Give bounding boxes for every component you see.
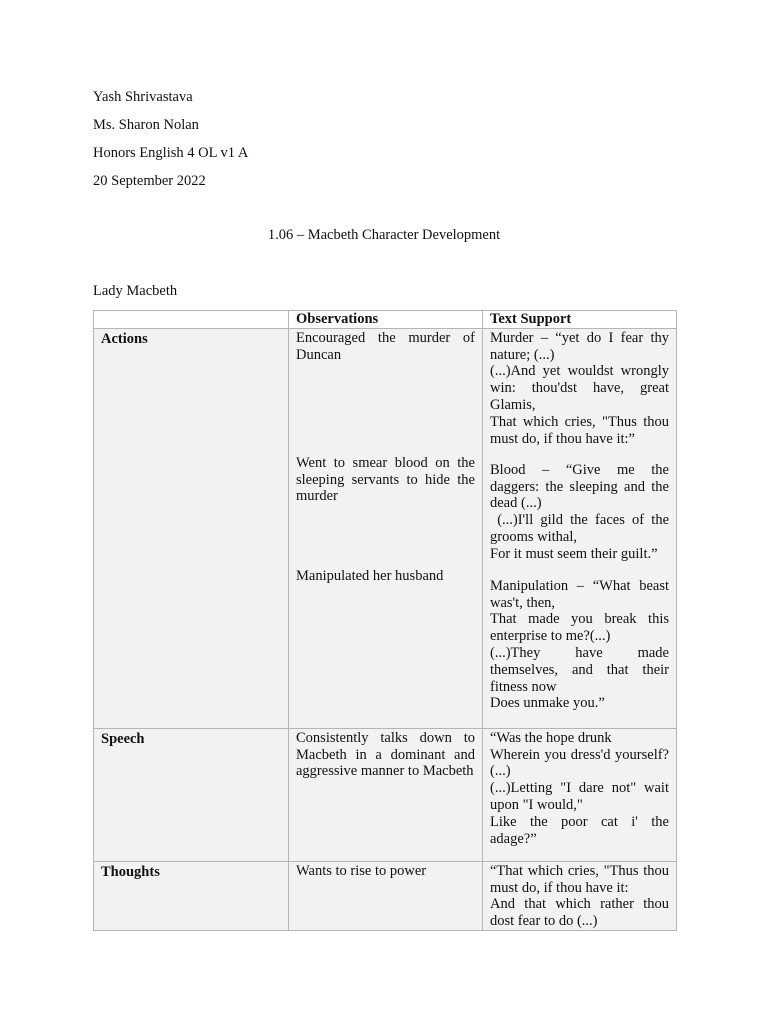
quote-line: Manipulation – “What beast was't, then,: [490, 577, 669, 611]
table-row-thoughts: [94, 861, 677, 930]
quote-murder: [490, 330, 669, 448]
quote-line: Wherein you dress'd yourself? (...): [490, 746, 669, 780]
quote-line: That made you break this enterprise to me?(...): [490, 611, 669, 645]
quote-line: “Was the hope drunk: [490, 729, 612, 746]
row-label: Actions: [94, 328, 289, 728]
quote-line: Murder – “yet do I fear thy nature; (...): [490, 329, 669, 363]
quote-line: (...)And yet wouldst wrongly win: thou'dst have, great Glamis,: [490, 363, 669, 413]
quote-speech: [490, 729, 669, 848]
observations-cell: [289, 328, 483, 728]
teacher-name: Ms. Sharon Nolan: [93, 117, 199, 133]
text-support-cell: [483, 728, 677, 861]
header-observations: Observations: [289, 311, 483, 329]
text-support-cell: [483, 328, 677, 728]
student-name: Yash Shrivastava: [93, 89, 193, 105]
observation-text: Encouraged the murder of Duncan: [296, 329, 475, 363]
observations-cell: [289, 728, 483, 861]
quote-line: “That which cries, "Thus thou must do, if thou have it:: [490, 862, 669, 896]
character-name: Lady Macbeth: [93, 283, 178, 299]
observation-text: Wants to rise to power: [296, 862, 427, 879]
table-row-speech: [94, 728, 677, 861]
row-label: Thoughts: [94, 861, 289, 930]
row-label: Speech: [94, 728, 289, 861]
document-title: 1.06 – Macbeth Character Development: [267, 227, 501, 243]
quote-manipulation: [490, 578, 669, 712]
quote-line: That which cries, "Thus thou must do, if thou have it:”: [490, 413, 669, 447]
quote-blood: [490, 461, 673, 563]
character-table: [93, 310, 677, 931]
table-header-row: [94, 311, 677, 329]
header-empty-cell: [94, 311, 289, 329]
quote-line: (...)Letting "I dare not" wait upon "I would,": [490, 780, 669, 813]
quote-line: Blood – “Give me the daggers: the sleeping and the dead (...): [490, 461, 669, 512]
quote-line: (...)They have made themselves, and that their fitness now: [490, 644, 669, 695]
course-name: Honors English 4 OL v1 A: [93, 145, 249, 161]
quote-thoughts: [490, 862, 669, 930]
observations-cell: [289, 861, 483, 930]
text-support-cell: [483, 861, 677, 930]
quote-line: And that which rather thou dost fear to do (...): [490, 896, 669, 930]
observation-text: Manipulated her husband: [296, 567, 444, 584]
table-row-actions: [94, 328, 677, 728]
quote-line: Like the poor cat i' the adage?”: [490, 813, 669, 847]
observation-text: Consistently talks down to Macbeth in a dominant and aggressive manner to Macbeth: [296, 729, 475, 780]
observation-text: Went to smear blood on the sleeping servants to hide the murder: [296, 454, 475, 505]
quote-line: For it must seem their guilt.”: [490, 545, 658, 562]
header-text-support: Text Support: [483, 311, 677, 329]
quote-line: (...)I'll gild the faces of the grooms withal,: [490, 512, 673, 545]
date: 20 September 2022: [93, 173, 206, 189]
quote-line: Does unmake you.”: [490, 695, 605, 712]
